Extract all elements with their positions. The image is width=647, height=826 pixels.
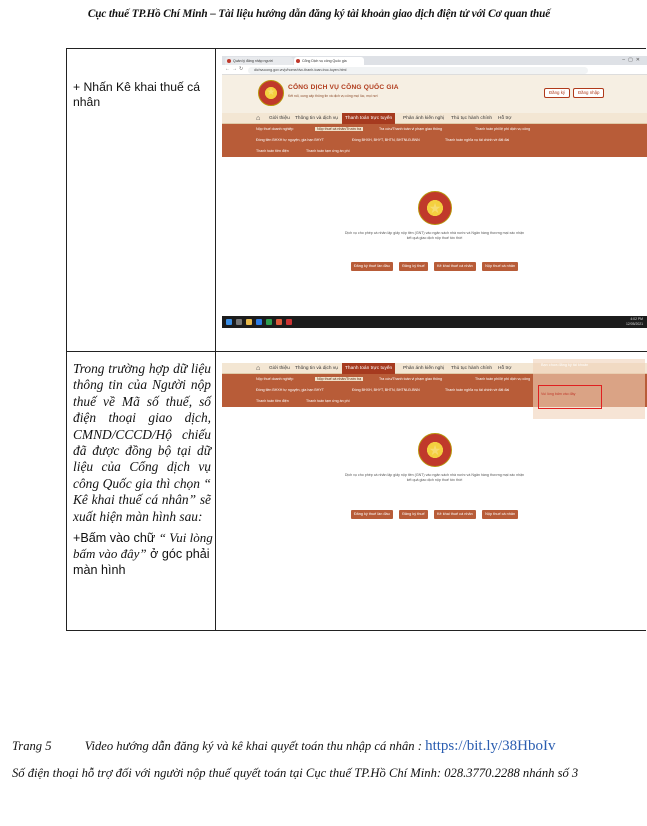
windows-start-icon[interactable]: [226, 319, 232, 325]
sub-menu-item[interactable]: Thanh toán phí/lệ phí dịch vụ công: [475, 377, 531, 381]
column-divider: [215, 49, 216, 351]
register-tax-button[interactable]: Đăng ký thuế: [399, 262, 427, 271]
browser-tab[interactable]: Quản lý đăng nhập người: [225, 57, 293, 65]
column-divider: [215, 352, 216, 631]
sub-menu-item[interactable]: Thanh toán tiền điện: [256, 399, 289, 403]
main-nav: [222, 113, 647, 124]
home-icon[interactable]: ⌂: [256, 365, 261, 372]
browser-tab-strip: [222, 56, 647, 65]
sub-menu-item[interactable]: Thanh toán tạm ứng án phí: [306, 399, 350, 403]
nav-item[interactable]: Hỗ trợ: [498, 116, 512, 121]
national-emblem-icon: [258, 80, 284, 106]
highlight-box: [538, 385, 602, 409]
action-buttons: [222, 254, 647, 272]
national-emblem-icon: [418, 191, 452, 225]
step-text: + Nhấn Kê khai thuế cá nhân: [73, 80, 201, 109]
register-tax-first-button[interactable]: Đăng ký thuế lần đầu: [351, 510, 393, 519]
sub-menu-item[interactable]: Đóng BHXH, BHYT, BHTN, BHTNLĐ-BNN: [352, 138, 420, 142]
windows-taskbar: [222, 316, 647, 328]
browser-tab-active[interactable]: Cổng Dịch vụ công Quốc gia: [294, 57, 364, 65]
sub-menu: [222, 124, 647, 157]
pay-personal-tax-button[interactable]: Nộp thuế cá nhân: [482, 262, 518, 271]
declare-personal-tax-button[interactable]: Kê khai thuế cá nhân: [434, 262, 476, 271]
sub-menu-item[interactable]: Tra cứu/Thanh toán vi phạm giao thông: [379, 127, 443, 131]
register-button[interactable]: Đăng ký: [544, 88, 570, 98]
app-icon[interactable]: [286, 319, 292, 325]
address-bar: [222, 65, 647, 75]
nav-item[interactable]: Thông tin và dịch vụ: [295, 366, 338, 371]
table-row: [67, 49, 647, 352]
sub-menu-item[interactable]: Nộp thuế doanh nghiệp: [256, 127, 294, 131]
sub-menu-item[interactable]: Thanh toán tạm ứng án phí: [306, 149, 350, 153]
step-text: +Bấm vào chữ “ Vui lòng bấm vào đây” ở góc phải màn hình: [73, 530, 213, 577]
sub-menu-item[interactable]: Nộp thuế doanh nghiệp: [256, 377, 294, 381]
sub-menu-item[interactable]: Tra cứu/Thanh toán vi phạm giao thông: [379, 377, 443, 381]
nav-arrows-icon[interactable]: ←→↻: [225, 66, 246, 72]
sub-menu-item-active[interactable]: Nộp thuế cá nhân/Trước bạ: [317, 127, 362, 131]
page-number: Trang 5: [12, 739, 52, 753]
sub-menu-item[interactable]: Đóng tiền BHXH tự nguyện, gia hạn BHYT: [256, 138, 324, 142]
nav-item[interactable]: Giới thiệu: [269, 366, 290, 371]
nav-item[interactable]: Thủ tục hành chính: [451, 366, 493, 371]
footer-phone-line: Số điện thoại hỗ trợ đối với người nộp thuế quyết toán tại Cục thuế TP.Hồ Chí Minh: 028.3770.2288 nhánh số 3: [12, 766, 579, 780]
nav-item-active[interactable]: Thanh toán trực tuyến: [342, 113, 395, 124]
nav-item-active[interactable]: Thanh toán trực tuyến: [342, 363, 395, 374]
declare-personal-tax-button[interactable]: Kê khai thuế cá nhân: [434, 510, 476, 519]
national-emblem-icon: [418, 433, 452, 467]
register-tax-first-button[interactable]: Đăng ký thuế lần đầu: [351, 262, 393, 271]
window-controls[interactable]: –▢✕: [622, 57, 643, 63]
sub-menu-item[interactable]: Thanh toán tiền điện: [256, 149, 289, 153]
sub-menu-item[interactable]: Thanh toán nghĩa vụ tài chính về đất đai: [445, 388, 510, 392]
video-caption: Video hướng dẫn đăng ký và kê khai quyết toán thu nhập cá nhân :: [84, 739, 426, 753]
site-header: [222, 75, 647, 113]
register-tax-button[interactable]: Đăng ký thuế: [399, 510, 427, 519]
instruction-table: [66, 48, 646, 631]
browser-screenshot: [222, 56, 647, 328]
document-header: Cục thuế TP.Hồ Chí Minh – Tài liệu hướng dẫn đăng ký tài khoản giao dịch điện tử với Cơ quan thuế: [87, 8, 551, 20]
home-icon[interactable]: ⌂: [256, 115, 261, 122]
taskbar-clock: 4:02 PM 12/05/2021: [626, 317, 643, 326]
video-link[interactable]: https://bit.ly/38HboIv: [425, 738, 556, 754]
pay-personal-tax-button[interactable]: Nộp thuế cá nhân: [482, 510, 518, 519]
nav-item[interactable]: Giới thiệu: [269, 116, 290, 121]
service-description: Dịch vụ cho phép cá nhân lập giấy nộp tiền (GNT) vào ngân sách nhà nước và Ngân hàng thương mại xác nhận kết quả giao dịch nộp thuế tức thời: [344, 231, 525, 240]
sub-menu-item[interactable]: Đóng tiền BHXH tự nguyện, gia hạn BHYT: [256, 388, 324, 392]
action-buttons: [222, 502, 647, 520]
nav-item[interactable]: Hỗ trợ: [498, 366, 512, 371]
nav-item[interactable]: Thông tin và dịch vụ: [295, 116, 338, 121]
chrome-icon[interactable]: [276, 319, 282, 325]
service-description: Dịch vụ cho phép cá nhân lập giấy nộp tiền (GNT) vào ngân sách nhà nước và Ngân hàng thương mại xác nhận kết quả giao dịch nộp thuế tức thời: [344, 473, 525, 482]
site-subtitle: Kết nối, cung cấp thông tin và dịch vụ công mọi lúc, mọi nơi: [288, 94, 378, 98]
condition-text: Trong trường hợp dữ liệu thông tin của Người nộp thuế về Mã số thuế, số điện thoại giao dịch, CMND/CCCD/Hộ chiếu đã được đồng bộ tại dữ liệu của Cổng dịch vụ công Quốc gia thì chọn “ Kê khai thuế cá nhân” sẽ xuất hiện màn hình sau:: [73, 361, 211, 524]
nav-item[interactable]: Thủ tục hành chính: [451, 116, 493, 121]
sub-menu-item[interactable]: Đóng BHXH, BHYT, BHTN, BHTNLĐ-BNN: [352, 388, 420, 392]
footer-video-line: [12, 738, 556, 755]
excel-icon[interactable]: [266, 319, 272, 325]
sub-menu-item-active[interactable]: Nộp thuế cá nhân/Trước bạ: [317, 377, 362, 381]
word-icon[interactable]: [256, 319, 262, 325]
site-title: CỔNG DỊCH VỤ CÔNG QUỐC GIA: [288, 84, 399, 91]
nav-item[interactable]: Phản ánh kiến nghị: [403, 116, 445, 121]
login-button[interactable]: Đăng nhập: [573, 88, 604, 98]
popover-title: Bạn chưa đăng ký tài khoản: [541, 363, 589, 367]
search-icon[interactable]: [236, 319, 242, 325]
browser-screenshot: [222, 359, 647, 539]
click-here-link[interactable]: Vui lòng bấm vào đây: [541, 392, 576, 396]
url-field[interactable]: dichvucong.gov.vn/p/home/dvc-thanh-toan-truc-tuyen.html: [248, 67, 588, 74]
nav-item[interactable]: Phản ánh kiến nghị: [403, 366, 445, 371]
sub-menu-item[interactable]: Thanh toán nghĩa vụ tài chính về đất đai: [445, 138, 510, 142]
table-row: [67, 352, 647, 631]
sub-menu-item[interactable]: Thanh toán phí/lệ phí dịch vụ công: [475, 127, 531, 131]
folder-icon[interactable]: [246, 319, 252, 325]
